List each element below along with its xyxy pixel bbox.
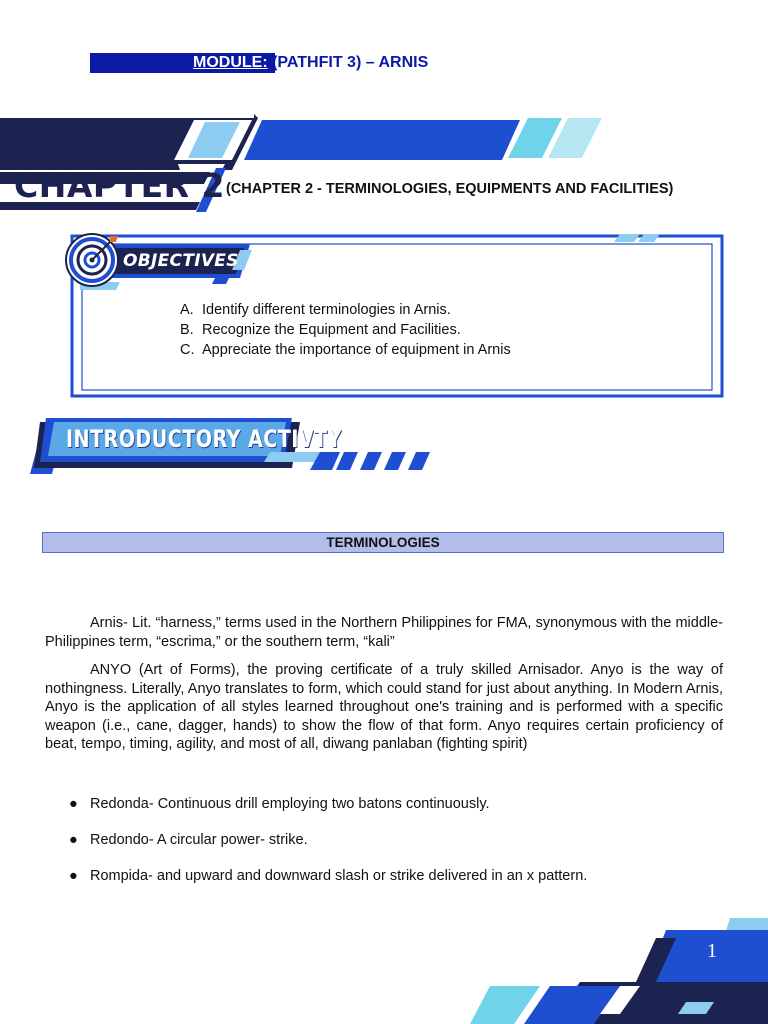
module-label: MODULE:	[193, 54, 268, 71]
paragraph-anyo: ANYO (Art of Forms), the proving certificate of a truly skilled Arnisador. Anyo is the way of nothingness. Literally, Anyo translates to form, which could stand for just about anything. In Modern Arnis, Anyo is the application of all styles learned throughout one's training and is performed with a specific weapon (i.e., cane, dagger, hands) to show the flow of that form. Anyo requires certain proficiency of beat, tempo, timing, agility, and most of all, diwang panlaban (fighting spirit)	[45, 662, 723, 752]
objective-letter: C.	[180, 342, 195, 358]
module-title: (PATHFIT 3) – ARNIS	[267, 54, 429, 71]
objectives-list	[180, 300, 511, 360]
chapter-title: CHAPTER 2	[14, 166, 225, 205]
terminology-bullet-list	[45, 795, 587, 903]
target-icon	[64, 232, 120, 288]
intro-activity-heading: INTRODUCTORY ACTIVTY	[66, 425, 342, 453]
footer-corner-graphic	[470, 910, 768, 1024]
bullet-icon: ●	[69, 832, 78, 848]
chapter-subtitle: (CHAPTER 2 - TERMINOLOGIES, EQUIPMENTS AND FACILITIES)	[226, 181, 674, 197]
objective-item	[180, 320, 511, 340]
objectives-heading: OBJECTIVES	[123, 251, 239, 271]
page-number: 1	[707, 940, 717, 962]
objective-letter: B.	[180, 322, 194, 338]
module-header	[193, 54, 428, 72]
objective-text: Appreciate the importance of equipment in Arnis	[202, 342, 511, 358]
list-item-text: Redonda- Continuous drill employing two batons continuously.	[90, 796, 490, 812]
list-item-text: Redondo- A circular power- strike.	[90, 832, 308, 848]
objective-item	[180, 300, 511, 320]
bullet-icon: ●	[69, 868, 78, 884]
objective-item	[180, 340, 511, 360]
objective-letter: A.	[180, 302, 194, 318]
list-item-text: Rompida- and upward and downward slash or strike delivered in an x pattern.	[90, 868, 588, 884]
section-heading: TERMINOLOGIES	[42, 532, 724, 553]
list-item	[45, 867, 587, 903]
bullet-icon: ●	[69, 796, 78, 812]
paragraph-arnis: Arnis- Lit. “harness,” terms used in the Northern Philippines for FMA, synonymous with the middle- Philippines term, “escrima,” or the southern term, “kali”	[45, 615, 723, 650]
list-item	[45, 795, 587, 831]
objective-text: Recognize the Equipment and Facilities.	[202, 322, 461, 338]
objective-text: Identify different terminologies in Arnis.	[202, 302, 451, 318]
list-item	[45, 831, 587, 867]
